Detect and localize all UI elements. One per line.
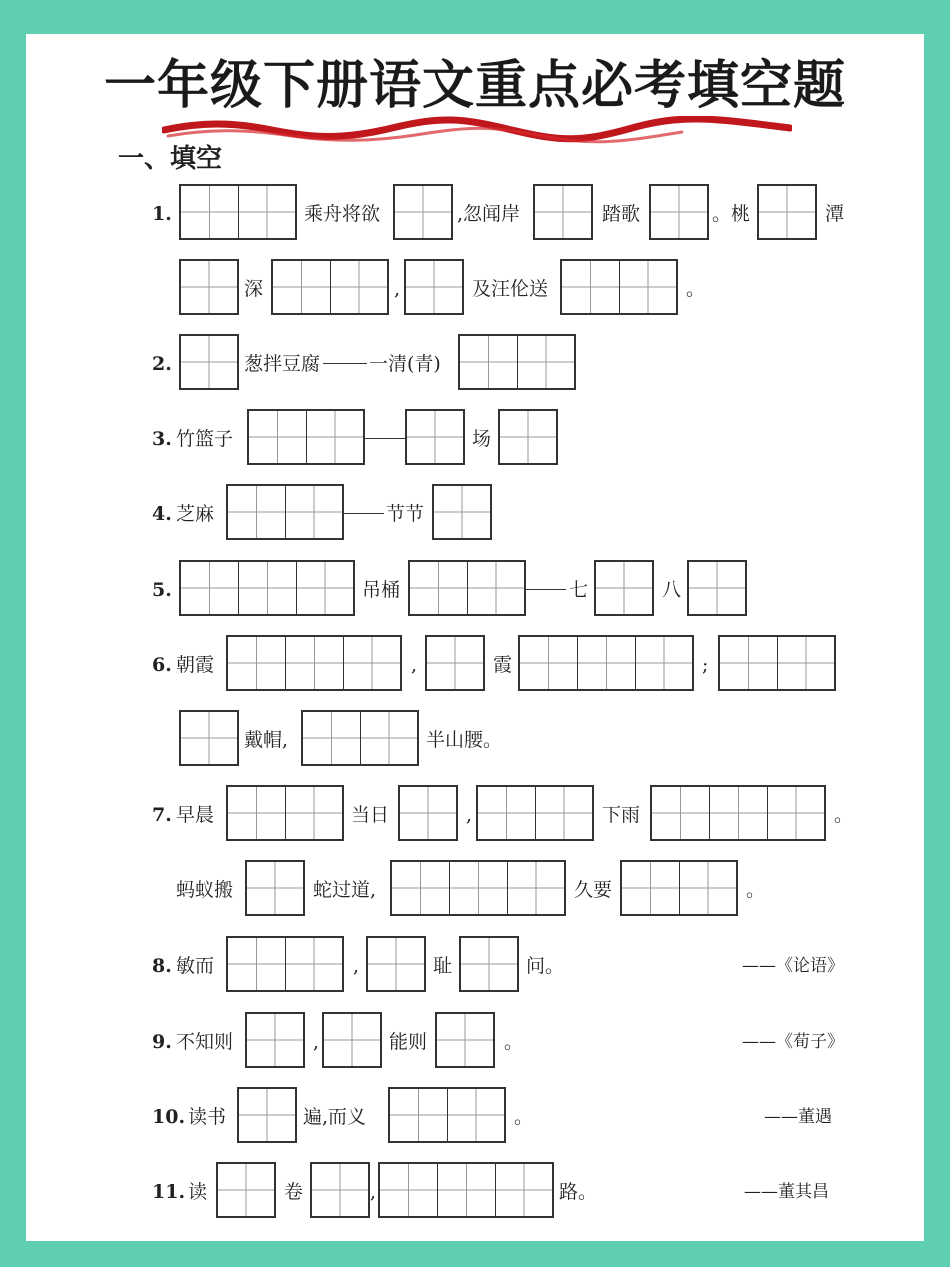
question-text: ; <box>702 654 709 676</box>
answer-grid[interactable] <box>301 710 419 766</box>
source-citation: ——董其昌 <box>744 1182 829 1202</box>
answer-grid[interactable] <box>757 184 817 240</box>
dash-line <box>323 363 367 364</box>
answer-grid[interactable] <box>310 1162 370 1218</box>
source-citation: ——《荀子》 <box>742 1032 844 1052</box>
question-text: 卷 <box>284 1181 304 1203</box>
question-text: 节节 <box>386 503 425 525</box>
dash-line <box>344 513 384 514</box>
answer-grid[interactable] <box>408 560 526 616</box>
question-text: 踏歌 <box>602 203 641 225</box>
answer-grid[interactable] <box>179 560 355 616</box>
question-text: 蛇过道, <box>313 879 377 901</box>
answer-grid[interactable] <box>459 936 519 992</box>
answer-grid[interactable] <box>388 1087 506 1143</box>
answer-grid[interactable] <box>378 1162 554 1218</box>
question-text: 路。 <box>559 1181 598 1203</box>
question-text: 霞 <box>493 654 513 676</box>
question-text: 问。 <box>526 955 565 977</box>
question-1 <box>26 184 924 244</box>
question-text: 读 <box>188 1181 208 1203</box>
question-text: , <box>466 804 473 826</box>
answer-grid[interactable] <box>435 1012 495 1068</box>
question-text: 读书 <box>188 1106 227 1128</box>
question-text: 乘舟将欲 <box>304 203 381 225</box>
answer-grid[interactable] <box>247 409 365 465</box>
question-text: 敏而 <box>176 955 215 977</box>
answer-grid[interactable] <box>498 409 558 465</box>
answer-grid[interactable] <box>226 635 402 691</box>
question-8 <box>26 936 924 996</box>
question-6 <box>26 635 924 695</box>
question-text: 。 <box>514 1106 534 1128</box>
question-7 <box>26 785 924 845</box>
answer-grid[interactable] <box>594 560 654 616</box>
answer-grid[interactable] <box>366 936 426 992</box>
question-number: 9. <box>152 1031 172 1053</box>
worksheet-paper <box>26 34 924 1241</box>
answer-grid[interactable] <box>718 635 836 691</box>
answer-grid[interactable] <box>620 860 738 916</box>
question-text: 朝霞 <box>176 654 215 676</box>
question-text: 半山腰。 <box>426 729 503 751</box>
question-text: 七 <box>569 579 589 601</box>
question-text: 芝麻 <box>176 503 215 525</box>
question-text: 潭 <box>825 203 845 225</box>
answer-grid[interactable] <box>458 334 576 390</box>
question-text: 葱拌豆腐 <box>244 353 321 375</box>
question-number: 6. <box>152 654 172 676</box>
answer-grid[interactable] <box>533 184 593 240</box>
answer-grid[interactable] <box>390 860 566 916</box>
question-number: 1. <box>152 203 172 225</box>
answer-grid[interactable] <box>560 259 678 315</box>
question-number: 2. <box>152 353 172 375</box>
answer-grid[interactable] <box>179 184 297 240</box>
answer-grid[interactable] <box>226 484 344 540</box>
answer-grid[interactable] <box>226 936 344 992</box>
question-text: 。 <box>686 278 706 300</box>
question-4 <box>26 484 924 544</box>
answer-grid[interactable] <box>687 560 747 616</box>
question-text: 耻 <box>433 955 453 977</box>
question-text: 下雨 <box>602 804 641 826</box>
question-text: , <box>353 955 360 977</box>
question-text: 及汪伦送 <box>472 278 549 300</box>
question-text: ,忽闻岸 <box>457 203 521 225</box>
section-heading: 一、填空 <box>118 144 223 174</box>
question-number: 7. <box>152 804 172 826</box>
question-9 <box>26 1012 924 1072</box>
answer-grid[interactable] <box>179 259 239 315</box>
question-text: 当日 <box>351 804 390 826</box>
question-text: 吊桶 <box>362 579 401 601</box>
answer-grid[interactable] <box>649 184 709 240</box>
answer-grid[interactable] <box>518 635 694 691</box>
answer-grid[interactable] <box>245 1012 305 1068</box>
question-text: , <box>411 654 418 676</box>
answer-grid[interactable] <box>322 1012 382 1068</box>
answer-grid[interactable] <box>650 785 826 841</box>
red-wave-underline-icon <box>162 116 792 146</box>
answer-grid[interactable] <box>237 1087 297 1143</box>
question-number: 11. <box>152 1181 186 1203</box>
question-text: 。 <box>504 1031 524 1053</box>
question-number: 10. <box>152 1106 186 1128</box>
answer-grid[interactable] <box>393 184 453 240</box>
question-1-continued <box>26 259 924 319</box>
answer-grid[interactable] <box>404 259 464 315</box>
page-title: 一年级下册语文重点必考填空题 <box>103 56 846 116</box>
answer-grid[interactable] <box>476 785 594 841</box>
question-text: 久要 <box>574 879 613 901</box>
source-citation: ——《论语》 <box>742 956 844 976</box>
answer-grid[interactable] <box>179 334 239 390</box>
question-text: 。 <box>746 879 766 901</box>
question-text: 蚂蚁搬 <box>176 879 234 901</box>
question-2 <box>26 334 924 394</box>
question-text: , <box>394 278 401 300</box>
question-3 <box>26 409 924 469</box>
question-text: , <box>313 1031 320 1053</box>
answer-grid[interactable] <box>425 635 485 691</box>
answer-grid[interactable] <box>398 785 458 841</box>
answer-grid[interactable] <box>245 860 305 916</box>
question-number: 8. <box>152 955 172 977</box>
question-6-continued <box>26 710 924 770</box>
question-text: , <box>370 1181 377 1203</box>
answer-grid[interactable] <box>405 409 465 465</box>
question-5 <box>26 560 924 620</box>
answer-grid[interactable] <box>432 484 492 540</box>
question-number: 4. <box>152 503 172 525</box>
answer-grid[interactable] <box>216 1162 276 1218</box>
question-number: 5. <box>152 579 172 601</box>
question-7-continued <box>26 860 924 920</box>
dash-line <box>526 589 566 590</box>
question-text: 能则 <box>389 1031 428 1053</box>
question-text: 场 <box>472 428 492 450</box>
question-number: 3. <box>152 428 172 450</box>
answer-grid[interactable] <box>226 785 344 841</box>
question-text: 一清(青) <box>369 353 441 375</box>
question-text: 竹篮子 <box>176 428 234 450</box>
question-text: 。桃 <box>712 203 751 225</box>
question-text: 深 <box>244 278 264 300</box>
question-text: 戴帽, <box>244 729 289 751</box>
answer-grid[interactable] <box>271 259 389 315</box>
answer-grid[interactable] <box>179 710 239 766</box>
question-text: 不知则 <box>176 1031 234 1053</box>
question-11 <box>26 1162 924 1222</box>
question-text: 八 <box>662 579 682 601</box>
dash-line <box>365 438 405 439</box>
source-citation: ——董遇 <box>764 1107 832 1127</box>
question-text: 早晨 <box>176 804 215 826</box>
question-text: 遍,而义 <box>303 1106 367 1128</box>
question-10 <box>26 1087 924 1147</box>
question-text: 。 <box>834 804 854 826</box>
